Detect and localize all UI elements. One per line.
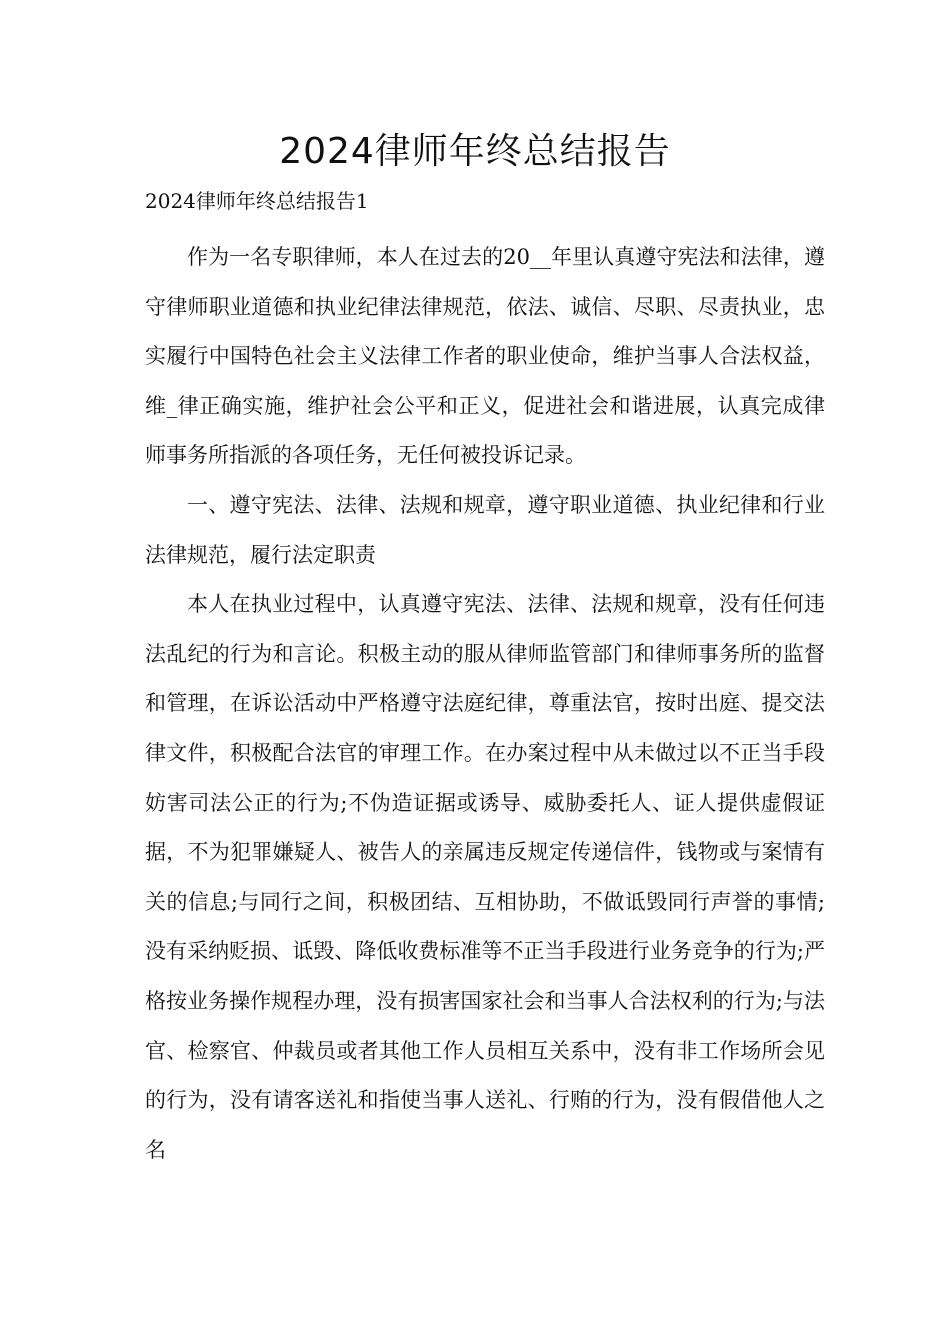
paragraph-section-heading: 一、遵守宪法、法律、法规和规章，遵守职业道德、执业纪律和行业法律规范，履行法定职责 (145, 492, 825, 567)
document-subtitle: 2024律师年终总结报告1 (145, 189, 369, 213)
paragraph-body: 本人在执业过程中，认真遵守宪法、法律、法规和规章，没有任何违法乱纪的行为和言论。积极主动的服从律师监管部门和律师事务所的监督和管理，在诉讼活动中严格遵守法庭纪律，尊重法官，按时出庭、提交法律文件，积极配合法官的审理工作。在办案过程中从未做过以不正当手段妨害司法公正的行为;不伪造证据或诱导、威胁委托人、证人提供虚假证据，不为犯罪嫌疑人、被告人的亲属违反规定传递信件，钱物或与案情有关的信息;与同行之间，积极团结、互相协助，不做诋毁同行声誉的事情;没有采纳贬损、诋毁、降低收费标准等不正当手段进行业务竞争的行为;严格按业务操作规程办理，没有损害国家社会和当事人合法权利的行为;与法官、检察官、仲裁员或者其他工作人员相互关系中，没有非工作场所会见的行为，没有请客送礼和指使当事人送礼、行贿的行为，没有假借他人之名 (145, 592, 825, 1162)
document-title: 2024律师年终总结报告 (279, 131, 671, 172)
document-body (145, 233, 825, 1175)
paragraph-intro: 作为一名专职律师，本人在过去的20__年里认真遵守宪法和法律，遵守律师职业道德和执业纪律法律规范，依法、诚信、尽职、尽责执业，忠实履行中国特色社会主义法律工作者的职业使命，维护当事人合法权益，维_律正确实施，维护社会公平和正义，促进社会和谐进展，认真完成律师事务所指派的各项任务，无任何被投诉记录。 (145, 245, 825, 468)
